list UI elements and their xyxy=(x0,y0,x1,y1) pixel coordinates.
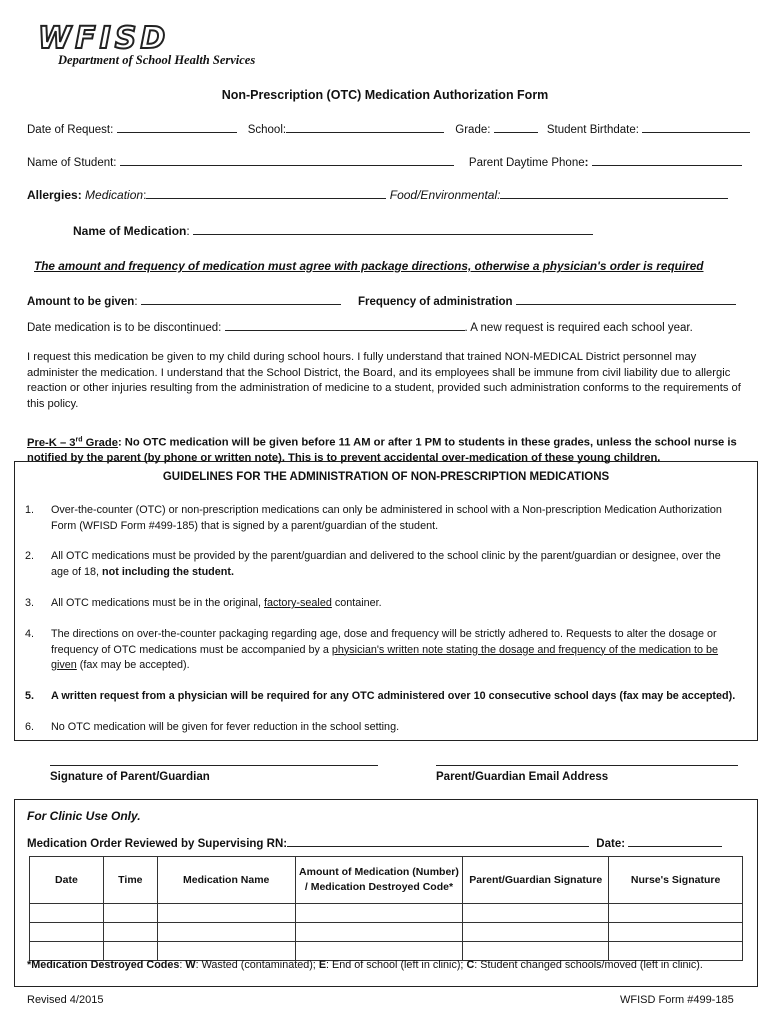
col-date: Date xyxy=(30,857,104,904)
allergies-label: Allergies: xyxy=(27,188,82,202)
school-field[interactable] xyxy=(286,121,444,133)
name-of-student-field[interactable] xyxy=(120,154,454,166)
name-of-medication-field[interactable] xyxy=(193,223,593,235)
student-birthdate-label: Student Birthdate: xyxy=(546,124,639,136)
amount-to-be-given-label: Amount to be given xyxy=(27,296,135,308)
frequency-label: Frequency of administration xyxy=(357,296,513,308)
date-of-request-field[interactable] xyxy=(117,121,237,133)
guidelines-title: GUIDELINES FOR THE ADMINISTRATION OF NON-PRESCRIPTION MEDICATIONS xyxy=(162,471,610,483)
reviewed-row xyxy=(27,835,722,850)
parent-signature-label: Signature of Parent/Guardian xyxy=(50,771,210,783)
parent-signature-line[interactable] xyxy=(50,765,378,766)
amount-to-be-given-field[interactable] xyxy=(141,293,341,305)
parent-email-label: Parent/Guardian Email Address xyxy=(436,771,609,783)
discontinued-label: Date medication is to be discontinued: xyxy=(27,322,222,334)
table-row[interactable] xyxy=(30,923,743,942)
name-of-medication-label: Name of Medication xyxy=(73,224,187,238)
col-amount: Amount of Medication (Number) / Medication Destroyed Code* xyxy=(295,857,463,904)
medication-allergy-label: Medication xyxy=(85,188,144,202)
parent-phone-colon: : xyxy=(584,157,589,169)
food-environmental-label: Food/Environmental: xyxy=(389,188,501,202)
request-row xyxy=(27,121,750,136)
discontinue-row xyxy=(27,319,693,334)
table-row[interactable] xyxy=(30,904,743,923)
reviewed-by-field[interactable] xyxy=(287,835,589,847)
medication-log-table xyxy=(29,856,743,961)
clinic-date-field[interactable] xyxy=(628,835,722,847)
student-birthdate-field[interactable] xyxy=(642,121,750,133)
col-time: Time xyxy=(103,857,157,904)
department-name: Department of School Health Services xyxy=(58,53,256,67)
col-nurse-signature: Nurse's Signature xyxy=(609,857,743,904)
food-environmental-field[interactable] xyxy=(500,187,728,199)
parent-daytime-phone-label: Parent Daytime Phone xyxy=(468,157,585,169)
dosage-row xyxy=(27,293,736,308)
table-row[interactable] xyxy=(30,942,743,961)
name-of-medication-colon: : xyxy=(186,224,190,238)
consent-paragraph: I request this medication be given to my child during school hours. I fully understand that trained NON-MEDICAL District personnel may administer the medication. I understand that the School District, the Board, and its employees shall be immune from civil liability due to allergic reaction or other injuries resulting from the administration of medicine to a student, provided such administration conforms to the requirements of this policy. xyxy=(27,351,741,410)
date-of-request-label: Date of Request: xyxy=(27,124,114,136)
new-request-note: . A new request is required each school year. xyxy=(464,322,693,334)
prek-label: Pre-K – 3rd Grade xyxy=(27,436,118,449)
parent-email-line[interactable] xyxy=(436,765,738,766)
form-number: WFISD Form #499-185 xyxy=(620,994,734,1006)
discontinued-field[interactable] xyxy=(225,319,465,331)
medication-allergy-colon: : xyxy=(143,188,147,202)
reviewed-by-label: Medication Order Reviewed by Supervising RN: xyxy=(27,838,288,850)
prek-text: : No OTC medication will be given before 11 AM or after 1 PM to students in these grades, unless the school nurse is notified by the parent (by phone or written note). This is to prevent accidental over-medication of these young children. xyxy=(27,436,737,465)
frequency-field[interactable] xyxy=(516,293,736,305)
student-row xyxy=(27,154,742,169)
clinic-heading: For Clinic Use Only. xyxy=(27,809,141,823)
guidelines-box: GUIDELINES FOR THE ADMINISTRATION OF NON-PRESCRIPTION MEDICATIONS 1. Over-the-counter (OTC) or non-prescription medications can only be administered in school with a Non-prescription Medication Authorization Form (WFISD Form #499-185) that is signed by a parent/guardian of the student. 2. All OTC medications must be provided by the parent/guardian and delivered to the school clinic by the parent/guardian or designee, over the age of 18, not including the student. 3. All OTC medications must be in the original, factory-sealed container. 4. The directions on over-the-counter packaging regarding age, dose and frequency will be strictly adhered to. Requests to alter the dosage or frequency of OTC medications must be accompanied by a physician's written note stating the dosage and frequency of the medication to be given (fax may be accepted). 5. A written request from a physician will be required for any OTC administered over 10 consecutive school days (fax may be accepted). 6. No OTC medication will be given for fever reduction in the school setting. xyxy=(14,461,758,741)
medication-allergy-field[interactable] xyxy=(146,187,386,199)
form-title: Non-Prescription (OTC) Medication Authorization Form xyxy=(221,88,549,102)
col-medication-name: Medication Name xyxy=(157,857,295,904)
clinic-use-box xyxy=(14,799,758,987)
school-label: School: xyxy=(247,124,287,136)
package-directions-warning: The amount and frequency of medication must agree with package directions, otherwise a physician's order is required xyxy=(34,259,704,273)
name-of-student-label: Name of Student: xyxy=(27,157,117,169)
grade-field[interactable] xyxy=(494,121,538,133)
destroyed-codes-legend: *Medication Destroyed Codes: W: Wasted (contaminated); E: End of school (left in clinic); C: Student changed schools/moved (left in clinic). xyxy=(27,959,703,971)
table-header-row xyxy=(30,857,743,904)
medication-name-row xyxy=(73,223,593,238)
grade-label: Grade: xyxy=(455,124,491,136)
wfisd-logo: WFISD xyxy=(38,21,170,56)
amount-colon: : xyxy=(134,296,138,308)
revised-date: Revised 4/2015 xyxy=(27,994,104,1006)
col-parent-signature: Parent/Guardian Signature xyxy=(463,857,609,904)
allergies-row xyxy=(27,187,728,202)
clinic-date-label: Date: xyxy=(596,838,626,850)
parent-daytime-phone-field[interactable] xyxy=(592,154,742,166)
